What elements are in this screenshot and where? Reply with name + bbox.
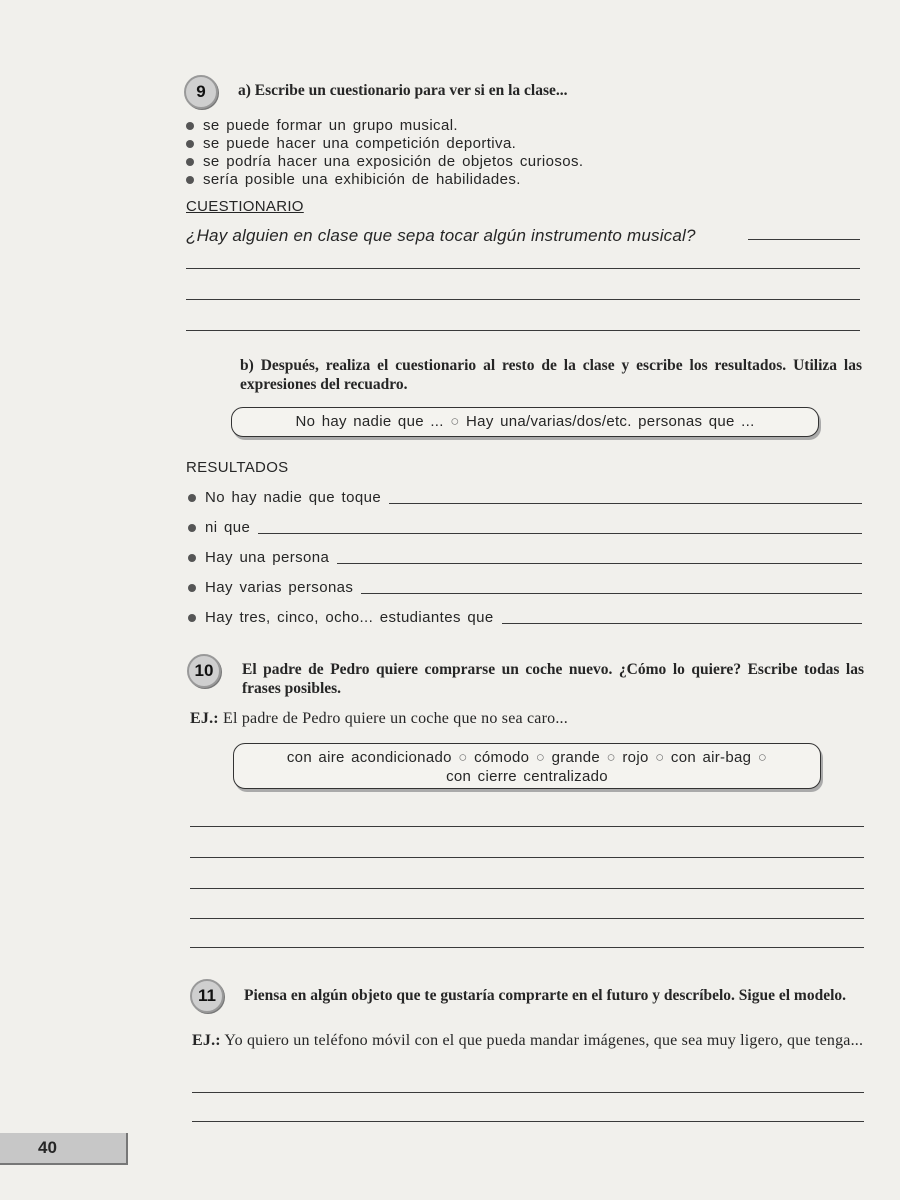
bullet-icon [188, 584, 196, 592]
example-question: ¿Hay alguien en clase que sepa tocar algún instrumento musical? [186, 226, 696, 245]
answer-line[interactable] [192, 1092, 864, 1093]
bullet-icon [186, 140, 194, 148]
separator-icon: ○ [655, 749, 665, 766]
answer-line[interactable] [190, 947, 864, 948]
exercise-9-bullet-list [186, 117, 706, 189]
answer-line[interactable] [337, 551, 862, 564]
list-item: sería posible una exhibición de habilidades. [186, 171, 706, 189]
separator-icon: ○ [757, 749, 768, 766]
answer-line[interactable] [190, 888, 864, 889]
answer-line[interactable] [748, 239, 860, 240]
options-box: con aire acondicionado ○ cómodo ○ grande ○ rojo ○ con air-bag ○ con cierre centralizado [233, 743, 821, 789]
answer-line[interactable] [192, 1121, 864, 1122]
result-row: Hay una persona [188, 549, 862, 566]
exercise-11-heading: Piensa en algún objeto que te gustaría comprarte en el futuro y descríbelo. Sigue el modelo. [244, 987, 847, 1004]
answer-line[interactable] [186, 299, 860, 300]
exercise-10-example: EJ.: El padre de Pedro quiere un coche que no sea caro... [190, 710, 568, 727]
result-row: Hay varias personas [188, 579, 862, 596]
answer-line[interactable] [190, 826, 864, 827]
answer-line[interactable] [258, 521, 862, 534]
separator-icon: ○ [535, 749, 546, 766]
answer-line[interactable] [361, 581, 862, 594]
page-number: 40 [0, 1133, 128, 1165]
bullet-icon [188, 554, 196, 562]
answer-line[interactable] [190, 918, 864, 919]
separator-icon: ○ [458, 749, 468, 766]
exercise-10-heading: El padre de Pedro quiere comprarse un coche nuevo. ¿Cómo lo quiere? Escribe todas las frases posibles. [242, 661, 864, 697]
exercise-9b-heading: b) Después, realiza el cuestionario al resto de la clase y escribe los resultados. Utiliza las expresiones del recuadro. [240, 357, 862, 393]
separator-icon: ○ [606, 749, 616, 766]
answer-line[interactable] [389, 491, 862, 504]
bullet-icon [186, 176, 194, 184]
bullet-icon [188, 614, 196, 622]
bullet-icon [188, 494, 196, 502]
resultados-label: RESULTADOS [186, 459, 289, 476]
list-item: se podría hacer una exposición de objetos curiosos. [186, 153, 706, 171]
result-row: No hay nadie que toque [188, 489, 862, 506]
exercise-9a-heading: a) Escribe un cuestionario para ver si en la clase... [238, 82, 568, 99]
bullet-icon [188, 524, 196, 532]
separator-icon: ○ [450, 413, 460, 430]
answer-line[interactable] [186, 330, 860, 331]
expressions-box: No hay nadie que ... ○ Hay una/varias/dos/etc. personas que ... [231, 407, 819, 437]
result-row: ni que [188, 519, 862, 536]
bullet-icon [186, 122, 194, 130]
answer-line[interactable] [186, 268, 860, 269]
exercise-11-example: EJ.: Yo quiero un teléfono móvil con el que pueda mandar imágenes, que sea muy ligero, que tenga... [192, 1032, 864, 1049]
exercise-10-number: 10 [187, 654, 221, 688]
list-item: se puede formar un grupo musical. [186, 117, 706, 135]
cuestionario-label: CUESTIONARIO [186, 198, 304, 215]
answer-line[interactable] [190, 857, 864, 858]
exercise-9-number: 9 [184, 75, 218, 109]
result-row: Hay tres, cinco, ocho... estudiantes que [188, 609, 862, 626]
exercise-11-number: 11 [190, 979, 224, 1013]
bullet-icon [186, 158, 194, 166]
list-item: se puede hacer una competición deportiva. [186, 135, 706, 153]
answer-line[interactable] [502, 611, 862, 624]
